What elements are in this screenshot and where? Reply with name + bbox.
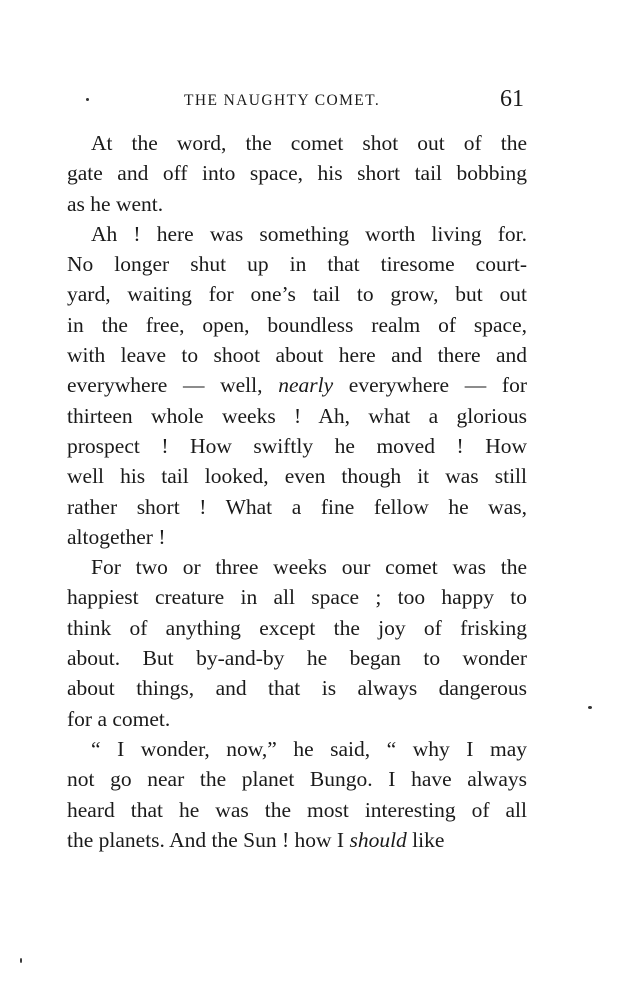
text-line	[67, 431, 527, 461]
text-line	[67, 582, 527, 612]
text-segment: as he went.	[67, 191, 164, 216]
text-line	[67, 128, 527, 158]
text-segment: like	[406, 827, 445, 852]
text-segment: At the word, the comet shot out of the	[91, 131, 527, 155]
text-segment: “ I wonder, now,” he said, “ why I may	[91, 736, 527, 761]
text-segment: gate and off into space, his short tail bobbing	[67, 161, 527, 186]
text-segment: No longer shut up in that tiresome court-	[67, 252, 527, 277]
text-line	[67, 279, 527, 309]
text-line	[67, 219, 527, 249]
text-line	[67, 673, 527, 703]
text-segment: happiest creature in all space ; too happy to	[67, 585, 527, 610]
text-segment: the planets. And the Sun ! how I	[67, 827, 350, 852]
print-speck	[588, 706, 592, 709]
text-line	[67, 189, 527, 219]
text-segment: think of anything except the joy of frisking	[67, 615, 527, 640]
text-line	[67, 764, 527, 794]
italic-word: should	[349, 827, 407, 852]
running-header	[0, 86, 640, 126]
text-line	[67, 552, 527, 582]
text-segment: in the free, open, boundless realm of space,	[67, 312, 527, 337]
text-segment: everywhere — well,	[67, 373, 279, 398]
text-line	[67, 734, 527, 764]
text-line	[67, 704, 527, 734]
text-line	[67, 401, 527, 431]
text-line	[67, 795, 527, 825]
page-number: 61	[500, 86, 524, 112]
text-line	[67, 158, 527, 188]
text-segment: about things, and that is always dangerous	[67, 676, 527, 701]
italic-word: nearly	[278, 373, 334, 398]
text-segment: rather short ! What a fine fellow he was,	[67, 494, 527, 519]
text-segment: heard that he was the most interesting of all	[67, 797, 527, 822]
text-line	[67, 643, 527, 673]
text-segment: not go near the planet Bungo. I have always	[67, 767, 527, 792]
text-line	[67, 340, 527, 370]
running-title: THE NAUGHTY COMET.	[184, 92, 381, 109]
text-line	[67, 249, 527, 279]
paragraph	[67, 552, 527, 734]
body-text	[67, 128, 527, 855]
text-segment: about. But by-and-by he began to wonder	[67, 646, 527, 671]
text-segment: for a comet.	[67, 706, 171, 731]
text-line	[67, 522, 527, 552]
text-line	[67, 825, 527, 855]
text-line	[67, 310, 527, 340]
paragraph	[67, 734, 527, 855]
paragraph	[67, 128, 527, 219]
text-segment: altogether !	[67, 524, 166, 549]
text-segment: prospect ! How swiftly he moved ! How	[67, 433, 527, 458]
text-line	[67, 461, 527, 491]
paragraph	[67, 219, 527, 552]
text-segment: well his tail looked, even though it was still	[67, 464, 527, 489]
text-segment: thirteen whole weeks ! Ah, what a glorious	[67, 403, 527, 428]
text-segment: everywhere — for	[333, 373, 527, 398]
text-segment: with leave to shoot about here and there and	[67, 343, 527, 368]
print-speck	[86, 98, 89, 101]
text-line	[67, 370, 527, 400]
text-line	[67, 492, 527, 522]
text-segment: yard, waiting for one’s tail to grow, but out	[67, 282, 527, 307]
text-segment: Ah ! here was something worth living for.	[91, 221, 527, 246]
print-speck	[20, 958, 22, 963]
text-line	[67, 613, 527, 643]
text-segment: For two or three weeks our comet was the	[91, 555, 527, 580]
